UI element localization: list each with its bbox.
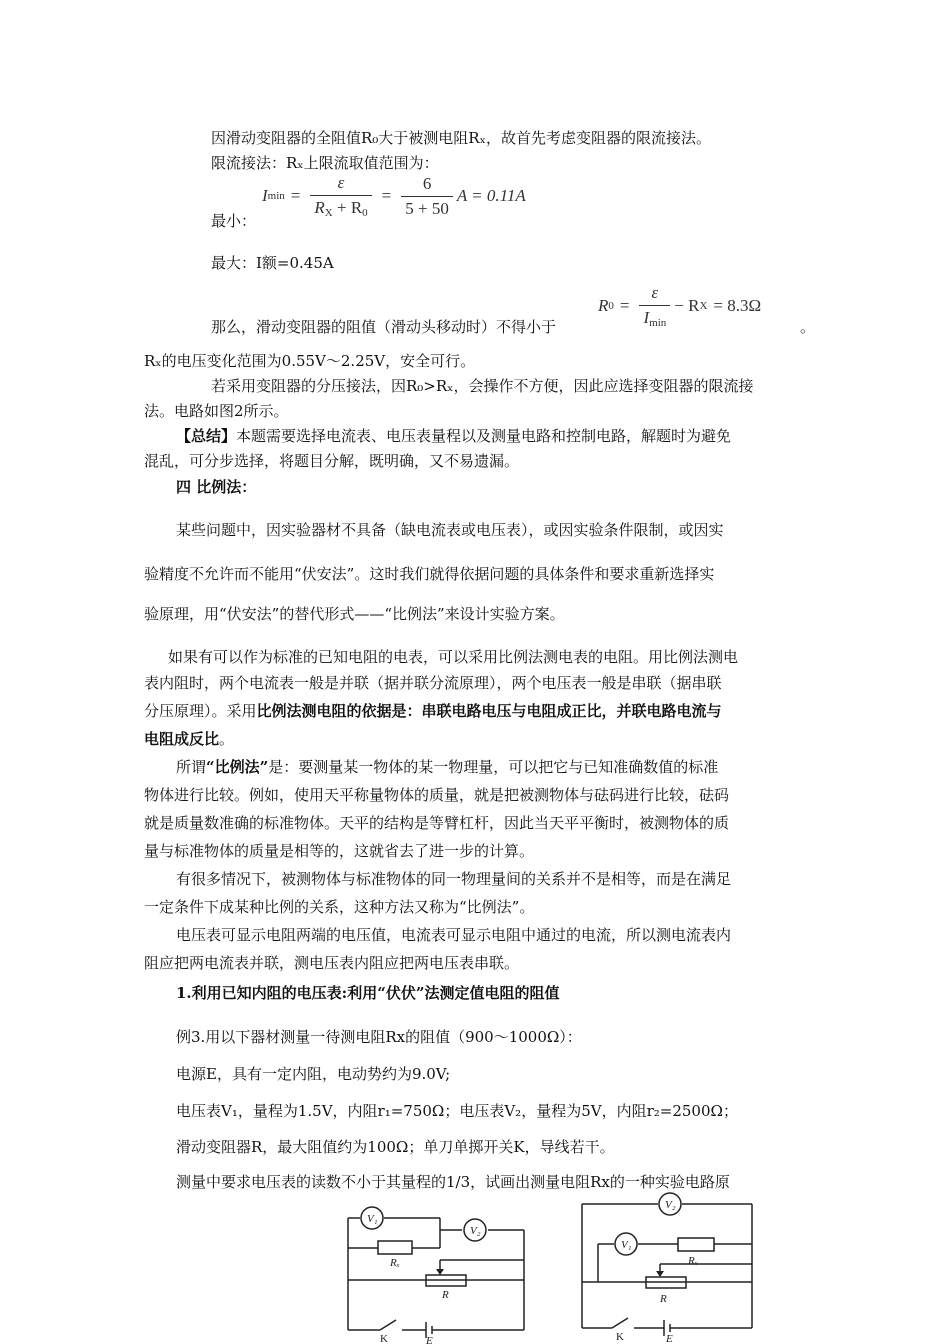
label-e: E (426, 1335, 433, 1344)
text-line (144, 701, 722, 721)
formula-term: = 8.3Ω (713, 296, 762, 315)
label-v2: V₂ (470, 1225, 481, 1237)
formula-term: ε (337, 173, 345, 192)
formula-term: R (598, 296, 609, 315)
text-span-bold: “比例法” (206, 758, 269, 776)
text-span: 分压原理）。采用 (144, 702, 257, 720)
text-line: 如果有可以作为标准的已知电阻的电表，可以采用比例法测电表的电阻。用比例法测电 (168, 648, 739, 666)
label-v1: V₁ (621, 1239, 632, 1251)
formula-term: = (381, 186, 392, 205)
formula-term: min (267, 190, 285, 202)
label-r: R (442, 1289, 449, 1301)
text-line: 限流接法：Rₓ上限流取值范围为： (211, 154, 439, 172)
text-line: 因滑动变阻器的全阻值R₀大于被测电阻Rₓ，故首先考虑变阻器的限流接法。 (211, 129, 711, 147)
text-line: 阻应把两电流表并联，测电压表内阻应把两电压表串联。 (144, 954, 520, 972)
formula-term: R (314, 198, 325, 217)
label-rx: Rₓ (390, 1257, 400, 1269)
formula-term: I (643, 308, 650, 327)
text-line: 验原理，用“伏安法”的替代形式——“比例法”来设计实验方案。 (144, 605, 565, 623)
label-k: K (380, 1333, 388, 1344)
fraction (310, 173, 371, 219)
formula-term: + R (336, 198, 363, 217)
formula-term: = (290, 186, 301, 205)
circuit-diagram-parallel-voltmeter (574, 1190, 764, 1344)
resistor-rx (378, 1241, 412, 1254)
formula-term: ε (651, 283, 659, 302)
formula-term: X (699, 300, 708, 312)
summary-text: 本题需要选择电流表、电压表量程以及测量电路和控制电路，解题时为避免 (236, 427, 732, 445)
text-line: 例3.用以下器材测量一待测电阻Rx的阻值（900～1000Ω）： (176, 1028, 582, 1046)
text-line: 电压表V₁，量程为1.5V，内阻r₁=750Ω；电压表V₂，量程为5V，内阻r₂=2500Ω； (176, 1102, 738, 1120)
fraction (639, 283, 670, 329)
label-v1: V₁ (367, 1213, 378, 1225)
summary-tag: 【总结】 (176, 427, 237, 445)
text-line: 法。电路如图2所示。 (144, 402, 289, 420)
text-line: 表内阻时，两个电流表一般是并联（据并联分流原理），两个电压表一般是串联（据串联 (144, 674, 722, 692)
text-line: 最大：I额=0.45A (211, 254, 334, 272)
text-line: 有很多情况下，被测物体与标准物体的同一物理量间的关系并不是相等，而是在满足 (176, 870, 732, 888)
formula-term: I (262, 186, 268, 205)
section-heading: 四 比例法： (176, 478, 257, 496)
formula-term: − R (674, 296, 700, 315)
text-line: 测量中要求电压表的读数不小于其量程的1/3，试画出测量电阻Rx的一种实验电路原 (176, 1173, 730, 1191)
label-rx: Rₓ (688, 1255, 698, 1267)
text-span: 。 (219, 730, 235, 748)
text-line: 若采用变阻器的分压接法，因R₀>Rₓ，会操作不方便，因此应选择变阻器的限流接 (211, 377, 754, 395)
formula-term: A = 0.11A (456, 186, 526, 205)
text-line: 量与标准物体的质量是相等的，这就省去了进一步的计算。 (144, 842, 535, 860)
subsection-heading: 1.利用已知内阻的电压表:利用“伏伏”法测定值电阻的阻值 (176, 984, 560, 1002)
text-line: 滑动变阻器R，最大阻值约为100Ω；单刀单掷开关K，导线若干。 (176, 1138, 615, 1156)
text-span: 所谓 (176, 758, 207, 776)
fraction (401, 174, 453, 219)
text-line (176, 426, 731, 446)
formula-term: 0 (608, 300, 614, 312)
label-k: K (616, 1331, 624, 1343)
formula-term: 6 (422, 173, 432, 193)
text-line: 就是质量数准确的标准物体。天平的结构是等臂杠杆，因此当天平平衡时，被测物体的质 (144, 814, 730, 832)
text-span-bold: 电阻成反比 (144, 730, 220, 748)
text-span: 是：要测量某一物体的某一物理量，可以把它与已知准确数值的标准 (268, 758, 719, 776)
text-line: 某些问题中，因实验器材不具备（缺电流表或电压表），或因实验条件限制，或因实 (176, 521, 724, 539)
formula-term: 0 (362, 207, 368, 219)
formula-r0: R 0 = $\frac{\varepsilon}{I_{min}}$ − R X = 8.3Ω (598, 283, 762, 329)
text-line: 电压表可显示电阻两端的电压值，电流表可显示电阻中通过的电流，所以测电流表内 (176, 926, 732, 944)
text-line: 那么，滑动变阻器的阻值（滑动头移动时）不得小于 (211, 318, 557, 336)
formula-term: X (324, 207, 333, 219)
label-e: E (666, 1333, 673, 1344)
formula-term: 5 + 50 (401, 196, 453, 219)
text-line: 物体进行比较。例如，使用天平称量物体的质量，就是把被测物体与砝码进行比较，砝码 (144, 786, 730, 804)
text-line: 电源E，具有一定内阻，电动势约为9.0V; (176, 1065, 451, 1083)
text-line (176, 757, 718, 777)
text-line: 。 (800, 318, 816, 336)
text-line: 一定条件下成某种比例的关系，这种方法又称为“比例法”。 (144, 898, 535, 916)
formula-imin (262, 172, 526, 220)
formula-term: min (649, 317, 667, 329)
text-line: 混乱，可分步选择，将题目分解，既明确，又不易遗漏。 (144, 452, 520, 470)
text-span-bold: 比例法测电阻的依据是：串联电路电压与电阻成正比，并联电路电流与 (256, 702, 722, 720)
circuit-diagram-series-voltmeters (340, 1200, 530, 1344)
text-line: Rₓ的电压变化范围为0.55V～2.25V，安全可行。 (144, 352, 476, 370)
label-v2: V₂ (665, 1199, 676, 1211)
label-r: R (660, 1293, 667, 1305)
text-line: 最小： (211, 212, 257, 230)
text-line: 验精度不允许而不能用“伏安法”。这时我们就得依据问题的具体条件和要求重新选择实 (144, 565, 715, 583)
text-line (144, 729, 234, 749)
